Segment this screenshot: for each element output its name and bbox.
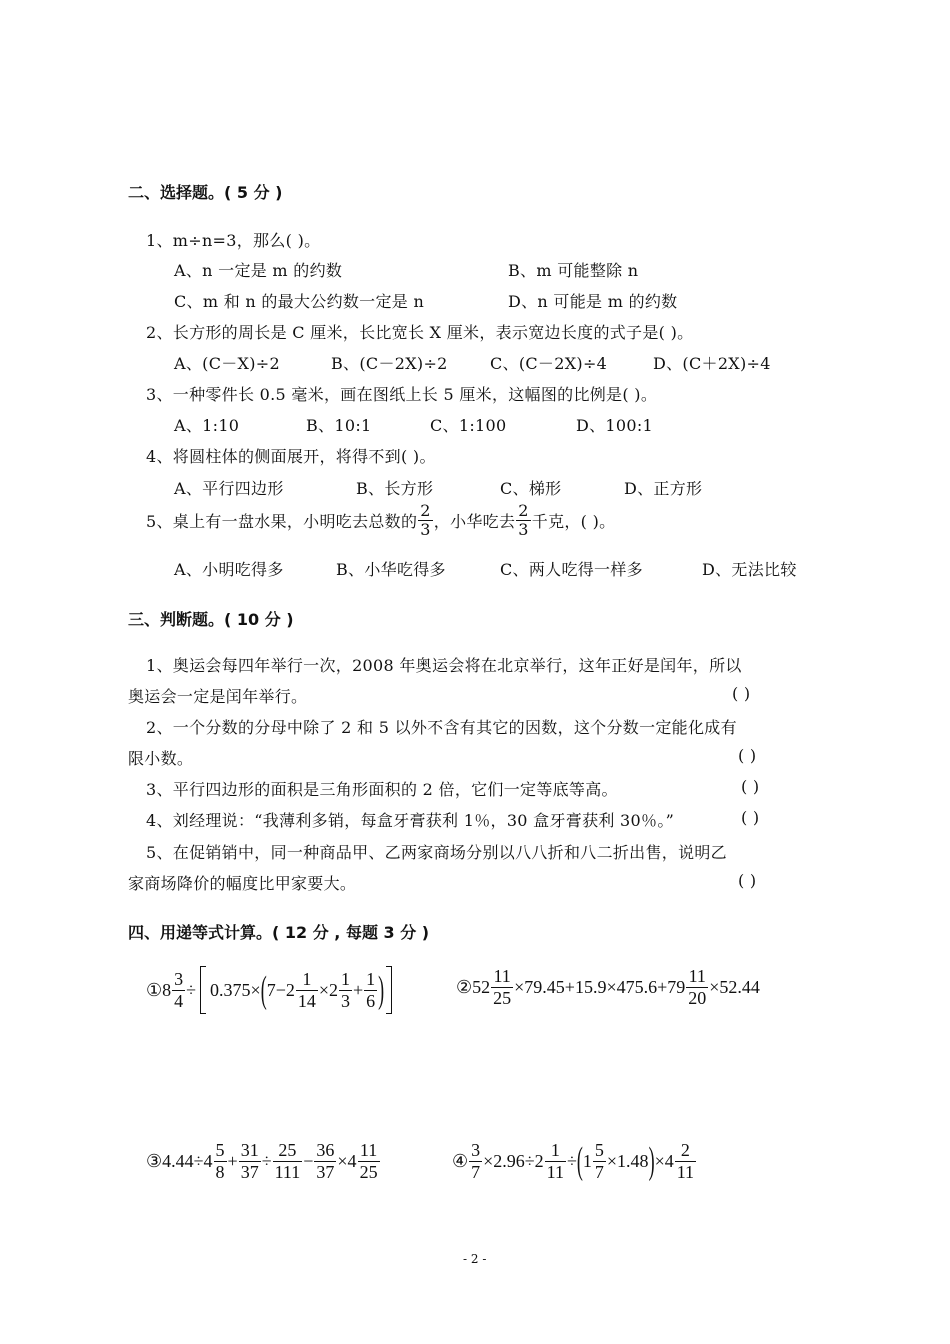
q2-1-option-c: C、m 和 n 的最大公约数一定是 n — [174, 292, 425, 311]
numerator: 31 — [240, 1140, 259, 1160]
q2-3-option-a: A、1:10 — [174, 416, 240, 435]
fraction — [339, 969, 352, 1011]
q3-1-line-2: 奥运会一定是闰年举行。 — [128, 687, 308, 706]
numerator: 3 — [174, 968, 184, 989]
q3-5-answer-bracket: ( ) — [738, 871, 757, 890]
q3-3-text: 3、平行四边形的面积是三角形面积的 2 倍，它们一定等底等高。 — [146, 780, 618, 799]
fraction — [593, 1140, 606, 1182]
fraction — [364, 969, 377, 1011]
numerator: 36 — [316, 1140, 335, 1160]
q3-2-line-2: 限小数。 — [128, 749, 194, 768]
operator: ÷ — [186, 979, 197, 1000]
operator: − — [303, 1150, 314, 1171]
right-paren: ) — [648, 1139, 655, 1182]
q2-5-stem — [146, 502, 615, 540]
denominator: 4 — [174, 990, 184, 1011]
fraction-two-thirds — [418, 502, 432, 540]
fraction — [214, 1140, 227, 1182]
right-square-bracket — [386, 966, 392, 1014]
q3-2-answer-bracket: ( ) — [738, 746, 757, 765]
numerator: 5 — [594, 1140, 604, 1160]
denominator: 7 — [471, 1161, 481, 1182]
denominator: 8 — [215, 1161, 225, 1182]
mixed-whole: 1 — [582, 1150, 592, 1171]
fraction — [545, 1140, 566, 1182]
numerator: 1 — [296, 969, 318, 991]
term: 7−2 — [266, 979, 295, 1000]
left-paren: ( — [260, 967, 267, 1010]
denominator: 7 — [594, 1161, 604, 1182]
q3-4-answer-bracket: ( ) — [741, 808, 760, 827]
q2-3-stem: 3、一种零件长 0.5 毫米，画在图纸上长 5 厘米，这幅图的比例是( )。 — [146, 385, 658, 404]
q2-1-option-b: B、m 可能整除 n — [508, 261, 639, 280]
expression-4 — [452, 1140, 697, 1182]
numerator: 5 — [215, 1140, 225, 1160]
q2-5-stem-part-c: 千克，( )。 — [531, 512, 616, 532]
expression-2 — [456, 966, 760, 1008]
q2-3-option-c: C、1:100 — [430, 416, 507, 435]
q3-4-text: 4、刘经理说：“我薄利多销，每盒牙膏获利 1％，30 盒牙膏获利 30％。” — [146, 811, 675, 830]
numerator: 3 — [471, 1140, 481, 1160]
fraction-two-thirds-kg — [516, 502, 530, 540]
fraction — [358, 1140, 380, 1182]
q2-5-option-d: D、无法比较 — [702, 560, 797, 579]
numerator: 1 — [341, 968, 350, 989]
q2-1-option-a: A、n 一定是 m 的约数 — [174, 261, 343, 280]
q2-1-stem: 1、m÷n=3，那么( )。 — [146, 231, 321, 250]
q2-5-stem-part-b: ，小华吃去 — [433, 512, 516, 532]
q2-5-option-a: A、小明吃得多 — [174, 560, 284, 579]
term: ×52.44 — [709, 976, 760, 997]
denominator: 11 — [546, 1161, 565, 1182]
expression-3 — [146, 1140, 381, 1182]
section-3-title: 三、判断题。( 10 分 ) — [128, 610, 294, 629]
section-4-title: 四、用递等式计算。( 12 分 , 每题 3 分 ) — [128, 923, 430, 942]
denominator: 25 — [359, 1161, 378, 1182]
q2-2-stem: 2、长方形的周长是 C 厘米，长比宽长 X 厘米，表示宽边长度的式子是( )。 — [146, 323, 694, 342]
denominator: 3 — [341, 990, 350, 1011]
denominator: 111 — [274, 1161, 301, 1182]
denominator: 6 — [366, 990, 376, 1011]
operator: + — [227, 1150, 238, 1171]
denominator: 37 — [316, 1161, 335, 1182]
numerator: 2 — [675, 1140, 696, 1162]
q3-5-line-1: 5、在促销销中，同一种商品甲、乙两家商场分别以八八折和八二折出售，说明乙 — [146, 843, 727, 862]
fraction — [273, 1140, 303, 1182]
q2-2-option-a: A、(C－X)÷2 — [174, 354, 280, 373]
right-paren: ) — [378, 967, 385, 1010]
q3-2-line-1: 2、一个分数的分母中除了 2 和 5 以外不含有其它的因数，这个分数一定能化成有 — [146, 718, 737, 737]
left-paren: ( — [576, 1139, 583, 1182]
denominator: 11 — [676, 1161, 695, 1182]
q3-5-line-2: 家商场降价的幅度比甲家要大。 — [128, 874, 357, 893]
left-square-bracket — [200, 966, 206, 1014]
section-2-title: 二、选择题。( 5 分 ) — [128, 183, 283, 202]
operator: ÷ — [567, 1150, 577, 1171]
fraction — [172, 969, 185, 1011]
q3-3-answer-bracket: ( ) — [741, 777, 760, 796]
q2-5-option-c: C、两人吃得一样多 — [500, 560, 643, 579]
fraction-denominator: 3 — [518, 520, 529, 540]
fraction — [469, 1140, 482, 1182]
expression-4-label: ④ — [452, 1150, 469, 1171]
term: ×2.96÷2 — [483, 1150, 544, 1171]
q2-4-stem: 4、将圆柱体的侧面展开，将得不到( )。 — [146, 447, 436, 466]
denominator: 25 — [493, 987, 512, 1008]
q2-4-option-d: D、正方形 — [624, 479, 703, 498]
fraction — [491, 966, 513, 1008]
mixed-whole: 8 — [162, 979, 172, 1000]
fraction — [239, 1140, 261, 1182]
q2-5-stem-part-a: 5、桌上有一盘水果，小明吃去总数的 — [146, 512, 418, 532]
q3-1-answer-bracket: ( ) — [732, 684, 751, 703]
q2-1-option-d: D、n 可能是 m 的约数 — [508, 292, 678, 311]
operator: ÷ — [261, 1150, 272, 1171]
q2-3-option-b: B、10:1 — [306, 416, 372, 435]
q2-2-option-b: B、(C－2X)÷2 — [331, 354, 448, 373]
term: 4.44÷4 — [162, 1150, 213, 1171]
term: ×4 — [654, 1150, 674, 1171]
numerator: 11 — [686, 966, 708, 988]
term: ×79.45+15.9×475.6+79 — [514, 976, 686, 997]
denominator: 20 — [688, 987, 707, 1008]
term: ×1.48 — [606, 1150, 649, 1171]
q2-3-option-d: D、100:1 — [576, 416, 654, 435]
numerator: 1 — [366, 968, 376, 989]
term: 0.375× — [210, 979, 261, 1000]
fraction — [314, 1140, 336, 1182]
fraction-numerator: 2 — [518, 501, 529, 520]
operator: ×2 — [318, 979, 338, 1000]
fraction-numerator: 2 — [420, 501, 431, 520]
page-number: - 2 - — [463, 1252, 487, 1266]
operator: + — [353, 979, 364, 1000]
denominator: 14 — [297, 990, 316, 1011]
numerator: 11 — [358, 1140, 380, 1162]
term: ×4 — [337, 1150, 357, 1171]
q2-4-option-b: B、长方形 — [356, 479, 434, 498]
q3-1-line-1: 1、奥运会每四年举行一次，2008 年奥运会将在北京举行，这年正好是闰年，所以 — [146, 656, 742, 675]
expression-1 — [146, 966, 392, 1014]
fraction — [686, 966, 708, 1008]
expression-1-label: ① — [146, 979, 163, 1000]
numerator: 1 — [545, 1140, 566, 1162]
expression-3-label: ③ — [146, 1150, 163, 1171]
numerator: 11 — [491, 966, 513, 988]
q2-2-option-c: C、(C－2X)÷4 — [490, 354, 608, 373]
numerator: 25 — [273, 1140, 303, 1162]
q2-2-option-d: D、(C＋2X)÷4 — [653, 354, 771, 373]
q2-4-option-a: A、平行四边形 — [174, 479, 284, 498]
q2-4-option-c: C、梯形 — [500, 479, 562, 498]
denominator: 37 — [240, 1161, 259, 1182]
fraction — [296, 969, 318, 1011]
expression-2-label: ② — [456, 976, 473, 997]
fraction-denominator: 3 — [420, 520, 431, 540]
q2-5-option-b: B、小华吃得多 — [336, 560, 446, 579]
mixed-whole: 52 — [472, 976, 491, 997]
fraction — [675, 1140, 696, 1182]
